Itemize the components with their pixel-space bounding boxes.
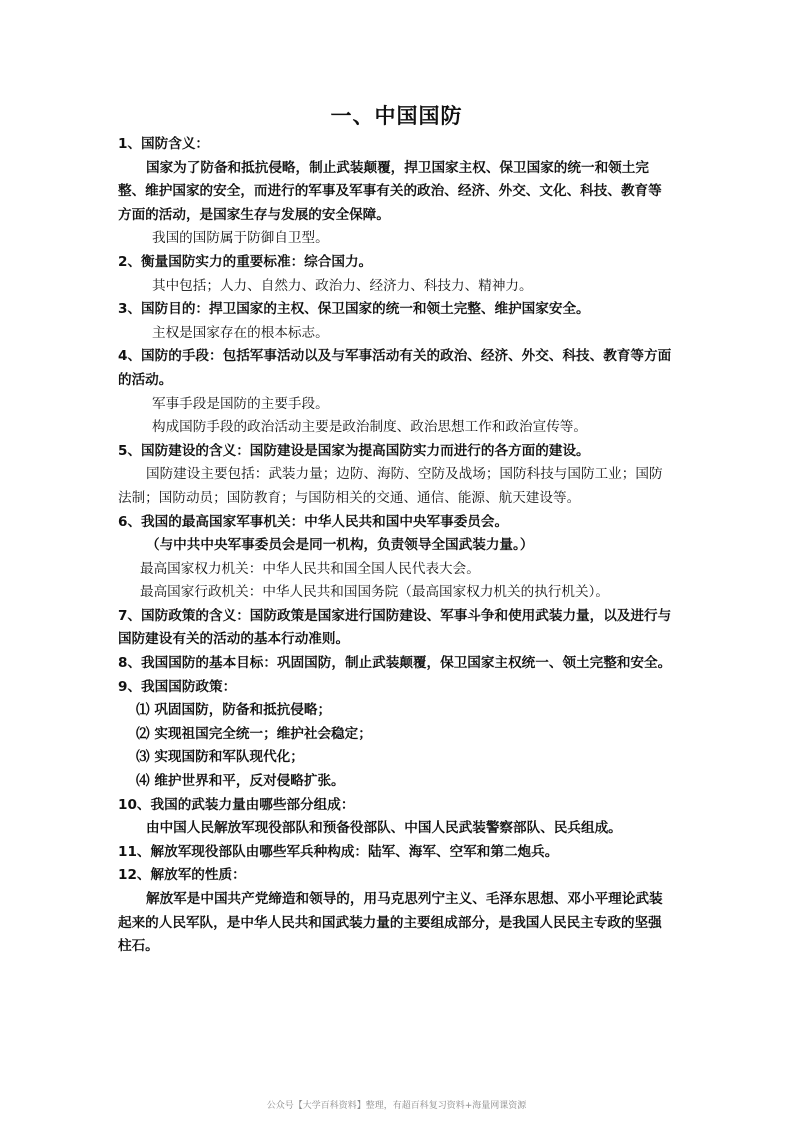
page-title: 一、中国国防 — [330, 104, 463, 128]
paragraph-11: 5、国防建设的含义：国防建设是国家为提高国防实力而进行的各方面的建设。 — [118, 442, 590, 459]
paragraph-7: 主权是国家存在的根本标志。 — [152, 324, 329, 341]
paragraph-10: 构成国防手段的政治活动主要是政治制度、政治思想工作和政治宣传等。 — [152, 419, 587, 436]
paragraph-12: 国防建设主要包括：武装力量；边防、海防、空防及战场；国防科技与国防工业；国防法制；国防动员；国防教育；与国防相关的交通、通信、能源、航天建设等。 — [118, 466, 663, 506]
paragraph-25: 由中国人民解放军现役部队和预备役部队、中国人民武装警察部队、民兵组成。 — [146, 820, 622, 837]
paragraph-15: 最高国家权力机关：中华人民共和国全国人民代表大会。 — [140, 560, 480, 577]
paragraph-20: ⑴ 巩固国防，防备和抵抗侵略； — [136, 702, 332, 719]
paragraph-6: 3、国防目的：捍卫国家的主权、保卫国家的统一和领土完整、维护国家安全。 — [118, 301, 590, 318]
paragraph-1: 1、国防含义： — [118, 136, 210, 152]
paragraph-23: ⑷ 维护世界和平，反对侵略扩张。 — [136, 773, 345, 790]
paragraph-26: 11、解放军现役部队由哪些军兵种构成：陆军、海军、空军和第二炮兵。 — [118, 843, 559, 860]
paragraph-18: 8、我国国防的基本目标：巩固国防，制止武装颠覆，保卫国家主权统一、领土完整和安全。 — [118, 655, 672, 672]
paragraph-22: ⑶ 实现国防和军队现代化； — [136, 749, 304, 766]
paragraph-9: 军事手段是国防的主要手段。 — [152, 395, 329, 412]
paragraph-27: 12、解放军的性质： — [118, 867, 246, 884]
paragraph-5: 其中包括；人力、自然力、政治力、经济力、科技力、精神力。 — [152, 277, 533, 294]
paragraph-28: 解放军是中国共产党缔造和领导的，用马克思列宁主义、毛泽东思想、邓小平理论武装起来的人民军队，是中华人民共和国武装力量的主要组成部分，是我国人民民主专政的坚强柱石。 — [118, 891, 663, 955]
paragraph-19: 9、我国国防政策： — [118, 678, 237, 695]
document-body — [118, 133, 674, 959]
paragraph-14: （与中共中央军事委员会是同一机构，负责领导全国武装力量。） — [146, 537, 534, 554]
paragraph-13: 6、我国的最高国家军事机关：中华人民共和国中央军事委员会。 — [118, 513, 509, 530]
paragraph-4: 2、衡量国防实力的重要标准：综合国力。 — [118, 253, 373, 270]
footer-note: 公众号【大学百科资料】整理，有超百科复习资料+海量网课资源 — [266, 1101, 527, 1111]
paragraph-17: 7、国防政策的含义：国防政策是国家进行国防建设、军事斗争和使用武装力量，以及进行与国防建设有关的活动的基本行动准则。 — [118, 607, 672, 648]
paragraph-24: 10、我国的武装力量由哪些部分组成： — [118, 796, 355, 813]
paragraph-2: 国家为了防备和抵抗侵略，制止武装颠覆，捍卫国家主权、保卫国家的统一和领土完整、维护国家的安全，而进行的军事及军事有关的政治、经济、外交、文化、科技、教育等方面的活动，是国家生存与发展的安全保障。 — [118, 159, 662, 223]
paragraph-21: ⑵ 实现祖国完全统一；维护社会稳定； — [136, 725, 372, 742]
paragraph-3: 我国的国防属于防御自卫型。 — [152, 230, 329, 247]
paragraph-8: 4、国防的手段：包括军事活动以及与军事活动有关的政治、经济、外交、科技、教育等方面的活动。 — [118, 348, 672, 388]
paragraph-16: 最高国家行政机关：中华人民共和国国务院（最高国家权力机关的执行机关）。 — [140, 584, 609, 601]
